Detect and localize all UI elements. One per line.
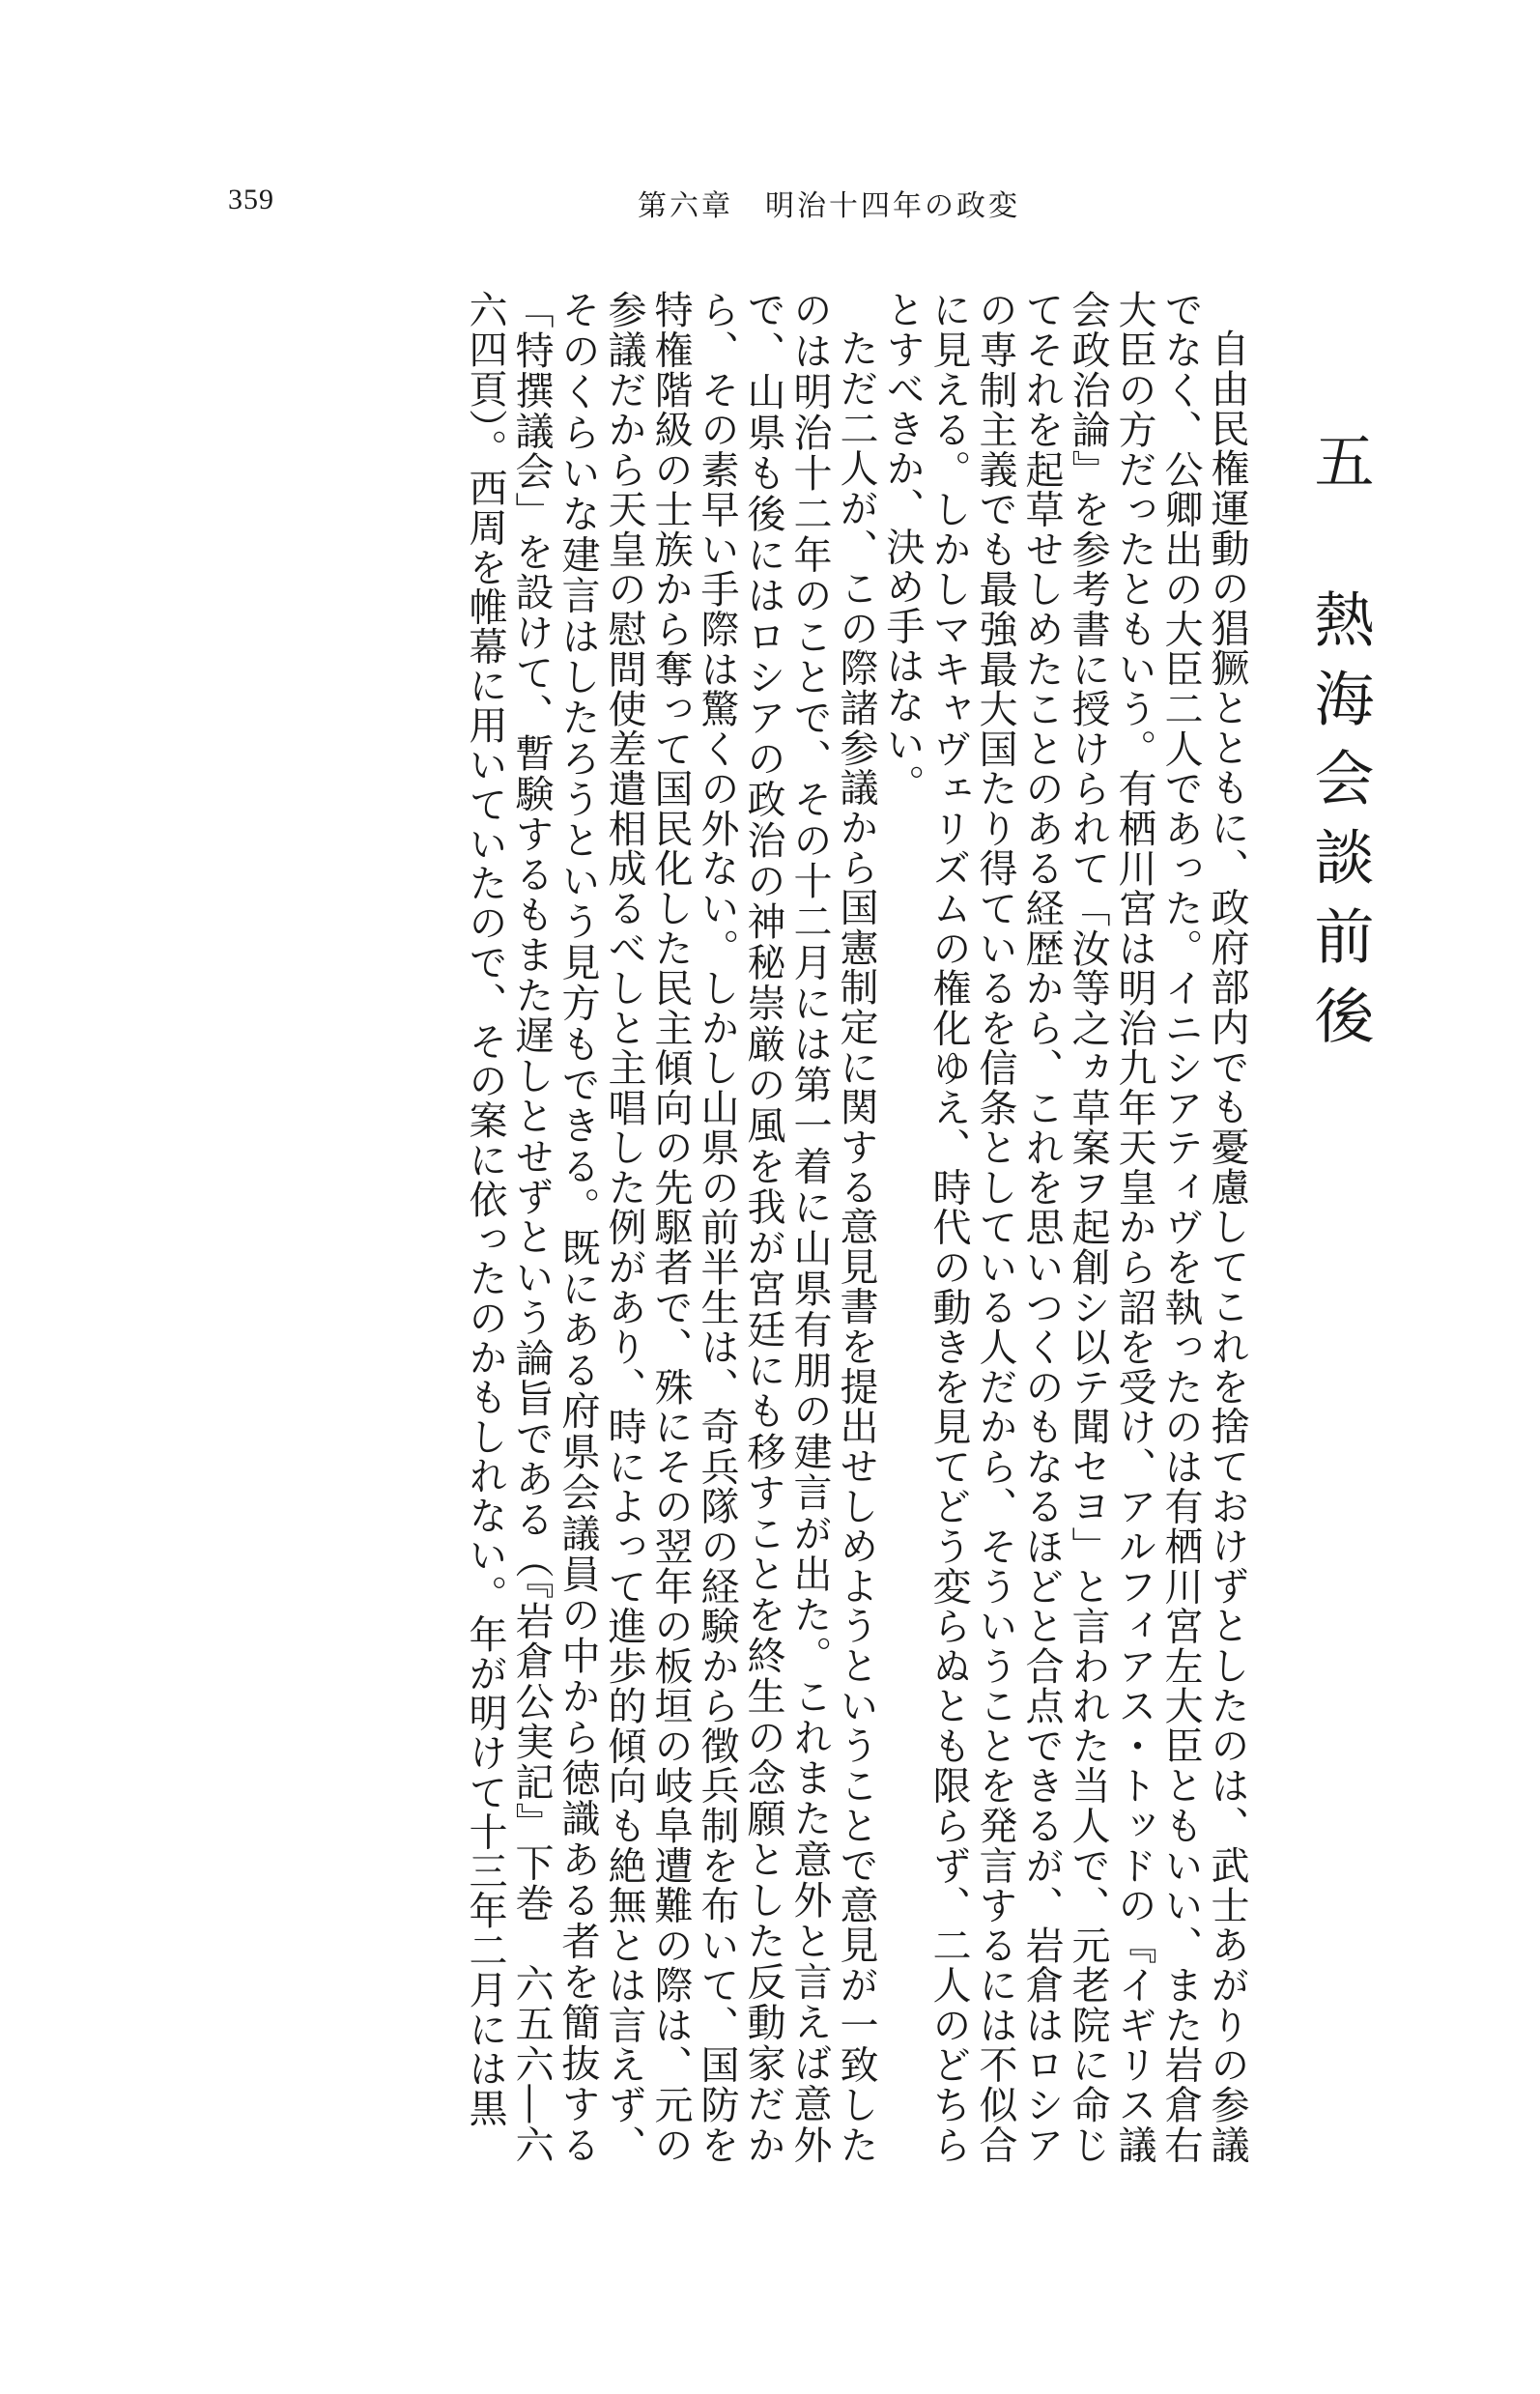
paragraph-1: 自由民権運動の猖獗とともに、政府部内でも憂慮してこれを捨ておけずとしたのは、武士あがりの参議でなく、公卿出の大臣二人であった。イニシアティヴを執ったのは有栖川宮左大臣ともいい、また岩倉右大臣の方だったともいう。有栖川宮は明治九年天皇から詔を受け、アルフィアス・トッドの『イギリス議会政治論』を参考書に授けられて「汝等之ヵ草案ヲ起創シ以テ聞セヨ」と言われた当人で、元老院に命じてそれを起草せしめたことのある経歴から、これを思いつくのもなるほどと合点できるが、岩倉はロシアの専制主義でも最強最大国たり得ているを信条としている人だから、そういうことを発言するには不似合に見える。しかしマキャヴェリズムの権化ゆえ、時代の動きを見てどう変らぬとも限らず、二人のどちらとすべきか、決め手はない。 bbox=[880, 290, 1249, 2164]
section-heading: 五 熱海会談前後 bbox=[1304, 430, 1375, 1064]
paragraph-2: ただ二人が、この際諸参議から国憲制定に関する意見書を提出せしめようということで意見が一致したのは明治十二年のことで、その十二月には第一着に山県有朋の建言が出た。これまた意外と言えば意外で、山県も後にはロシアの政治の神秘崇厳の風を我が宮廷にも移すことを終生の念願とした反動家だから、その素早い手際は驚くの外ない。しかし山県の前半生は、奇兵隊の経験から徴兵制を布いて、国防を特権階級の士族から奪って国民化した民主傾向の先駆者で、殊にその翌年の板垣の岐阜遭難の際は、元の参議だから天皇の慰問使差遣相成るべしと主唱した例があり、時によって進歩的傾向も絶無とは言えず、そのくらいな建言はしたろうという見方もできる。既にある府県会議員の中から徳識ある者を簡抜する「特撰議会」を設けて、暫験するもまた遅しとせずという論旨である（『岩倉公実記』下巻 六五六―六六四頁）。西周を帷幕に用いていたので、その案に依ったのかもしれない。年が明けて十三年二月には黒 bbox=[463, 290, 878, 2164]
running-head: 第六章 明治十四年の政変 bbox=[638, 189, 1020, 223]
body-text bbox=[462, 290, 1250, 2164]
page-number: 359 bbox=[228, 184, 274, 215]
